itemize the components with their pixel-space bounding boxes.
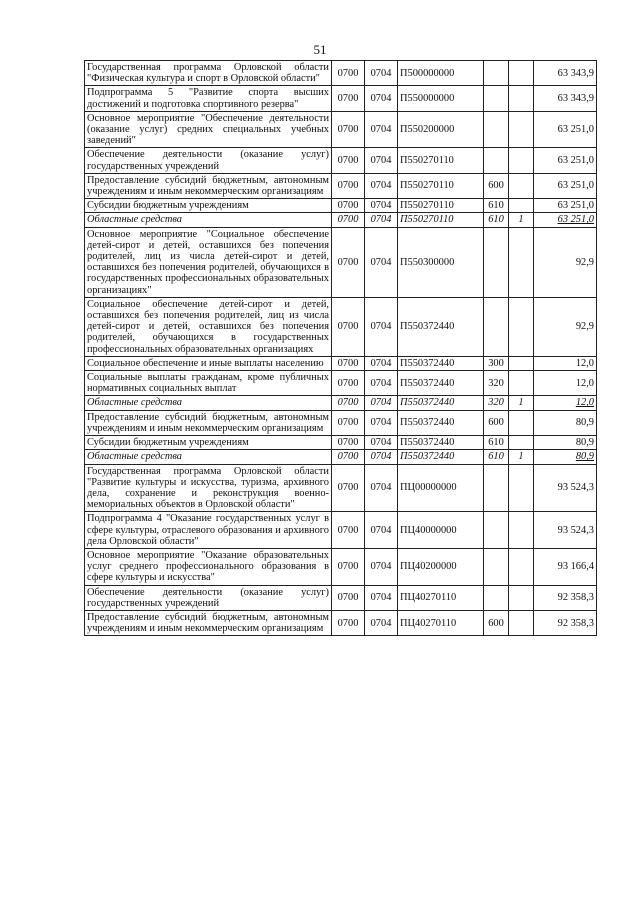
section-code: 0700	[332, 199, 365, 213]
target-article-code: П550372440	[398, 410, 484, 435]
table-row	[85, 148, 597, 173]
table-row	[85, 111, 597, 148]
expense-type-code	[484, 548, 509, 585]
expense-type-code: 610	[484, 450, 509, 464]
section-code: 0700	[332, 356, 365, 370]
subsection-code: 0704	[365, 148, 398, 173]
row-name: Социальное обеспечение и иные выплаты населению	[85, 356, 332, 370]
subsection-code: 0704	[365, 436, 398, 450]
subsection-code: 0704	[365, 450, 398, 464]
table-row	[85, 396, 597, 410]
section-code: 0700	[332, 410, 365, 435]
expense-type-code: 320	[484, 371, 509, 396]
subsection-code: 0704	[365, 512, 398, 549]
table-row	[85, 213, 597, 227]
table-row	[85, 371, 597, 396]
target-article-code: П500000000	[398, 61, 484, 86]
section-code: 0700	[332, 436, 365, 450]
expense-type-code	[484, 297, 509, 356]
section-code: 0700	[332, 396, 365, 410]
funding-source-code	[509, 464, 534, 512]
amount: 63 343,9	[534, 86, 597, 111]
row-name: Субсидии бюджетным учреждениям	[85, 199, 332, 213]
row-name: Социальные выплаты гражданам, кроме публичных нормативных социальных выплат	[85, 371, 332, 396]
target-article-code: П550372440	[398, 436, 484, 450]
funding-source-code: 1	[509, 450, 534, 464]
expense-type-code	[484, 86, 509, 111]
row-name: Подпрограмма 5 "Развитие спорта высших достижений и подготовка спортивного резерва"	[85, 86, 332, 111]
amount: 63 343,9	[534, 61, 597, 86]
funding-source-code	[509, 111, 534, 148]
subsection-code: 0704	[365, 227, 398, 297]
amount: 12,0	[534, 396, 597, 410]
subsection-code: 0704	[365, 111, 398, 148]
table-row	[85, 173, 597, 198]
subsection-code: 0704	[365, 396, 398, 410]
table-row	[85, 356, 597, 370]
expense-type-code: 300	[484, 356, 509, 370]
expense-type-code: 610	[484, 199, 509, 213]
target-article-code: ПЦ00000000	[398, 464, 484, 512]
target-article-code: П550200000	[398, 111, 484, 148]
row-name: Обеспечение деятельности (оказание услуг) государственных учреждений	[85, 148, 332, 173]
subsection-code: 0704	[365, 371, 398, 396]
funding-source-code: 1	[509, 213, 534, 227]
table-row	[85, 297, 597, 356]
table-row	[85, 61, 597, 86]
expense-type-code: 610	[484, 436, 509, 450]
budget-table	[84, 60, 597, 636]
funding-source-code	[509, 410, 534, 435]
table-row	[85, 450, 597, 464]
row-name: Субсидии бюджетным учреждениям	[85, 436, 332, 450]
row-name: Предоставление субсидий бюджетным, автономным учреждениям и иным некоммерческим организациям	[85, 173, 332, 198]
amount: 92,9	[534, 227, 597, 297]
amount: 92 358,3	[534, 610, 597, 635]
section-code: 0700	[332, 148, 365, 173]
subsection-code: 0704	[365, 548, 398, 585]
target-article-code: П550270110	[398, 173, 484, 198]
row-name: Основное мероприятие "Социальное обеспечение детей-сирот и детей, оставшихся без попечения родителей, лиц из числа детей-сирот и детей, оставшихся без попечения родителей, обучающихся в государственных профессиональных образовательных организациях"	[85, 227, 332, 297]
amount: 12,0	[534, 371, 597, 396]
expense-type-code	[484, 585, 509, 610]
amount: 63 251,0	[534, 199, 597, 213]
subsection-code: 0704	[365, 199, 398, 213]
amount: 12,0	[534, 356, 597, 370]
amount: 92 358,3	[534, 585, 597, 610]
subsection-code: 0704	[365, 86, 398, 111]
subsection-code: 0704	[365, 173, 398, 198]
section-code: 0700	[332, 585, 365, 610]
subsection-code: 0704	[365, 213, 398, 227]
table-row	[85, 610, 597, 635]
subsection-code: 0704	[365, 464, 398, 512]
amount: 93 524,3	[534, 512, 597, 549]
target-article-code: ПЦ40270110	[398, 610, 484, 635]
row-name: Социальное обеспечение детей-сирот и детей, оставшихся без попечения родителей, лиц из числа детей-сирот и детей, оставшихся без попечения родителей, обучающихся в государственных профессиональных образовательных организациях	[85, 297, 332, 356]
table-row	[85, 227, 597, 297]
funding-source-code	[509, 436, 534, 450]
section-code: 0700	[332, 61, 365, 86]
target-article-code: П550372440	[398, 450, 484, 464]
table-row	[85, 585, 597, 610]
funding-source-code: 1	[509, 396, 534, 410]
expense-type-code	[484, 61, 509, 86]
table-row	[85, 512, 597, 549]
target-article-code: П550372440	[398, 396, 484, 410]
amount: 80,9	[534, 410, 597, 435]
amount: 92,9	[534, 297, 597, 356]
row-name: Государственная программа Орловской области "Физическая культура и спорт в Орловской области"	[85, 61, 332, 86]
subsection-code: 0704	[365, 61, 398, 86]
funding-source-code	[509, 371, 534, 396]
section-code: 0700	[332, 227, 365, 297]
amount: 93 166,4	[534, 548, 597, 585]
row-name: Областные средства	[85, 450, 332, 464]
funding-source-code	[509, 61, 534, 86]
expense-type-code	[484, 512, 509, 549]
subsection-code: 0704	[365, 297, 398, 356]
subsection-code: 0704	[365, 610, 398, 635]
amount: 63 251,0	[534, 111, 597, 148]
amount: 80,9	[534, 450, 597, 464]
funding-source-code	[509, 86, 534, 111]
expense-type-code: 600	[484, 173, 509, 198]
expense-type-code: 610	[484, 213, 509, 227]
funding-source-code	[509, 610, 534, 635]
section-code: 0700	[332, 111, 365, 148]
expense-type-code: 600	[484, 610, 509, 635]
target-article-code: П550372440	[398, 371, 484, 396]
expense-type-code	[484, 148, 509, 173]
subsection-code: 0704	[365, 585, 398, 610]
funding-source-code	[509, 199, 534, 213]
target-article-code: П550372440	[398, 356, 484, 370]
amount: 63 251,0	[534, 148, 597, 173]
row-name: Основное мероприятие "Обеспечение деятельности (оказание услуг) средних специальных учебных заведений"	[85, 111, 332, 148]
funding-source-code	[509, 173, 534, 198]
table-row	[85, 86, 597, 111]
table-row	[85, 199, 597, 213]
table-row	[85, 464, 597, 512]
target-article-code: ПЦ40000000	[398, 512, 484, 549]
target-article-code: ПЦ40270110	[398, 585, 484, 610]
funding-source-code	[509, 512, 534, 549]
amount: 80,9	[534, 436, 597, 450]
row-name: Обеспечение деятельности (оказание услуг) государственных учреждений	[85, 585, 332, 610]
amount: 63 251,0	[534, 213, 597, 227]
expense-type-code	[484, 111, 509, 148]
section-code: 0700	[332, 297, 365, 356]
funding-source-code	[509, 148, 534, 173]
table-row	[85, 436, 597, 450]
amount: 93 524,3	[534, 464, 597, 512]
section-code: 0700	[332, 213, 365, 227]
page-number: 51	[313, 42, 327, 57]
subsection-code: 0704	[365, 410, 398, 435]
target-article-code: П550300000	[398, 227, 484, 297]
expense-type-code: 600	[484, 410, 509, 435]
section-code: 0700	[332, 512, 365, 549]
subsection-code: 0704	[365, 356, 398, 370]
amount: 63 251,0	[534, 173, 597, 198]
section-code: 0700	[332, 173, 365, 198]
row-name: Подпрограмма 4 "Оказание государственных услуг в сфере культуры, отраслевого образования и архивного дела Орловской области"	[85, 512, 332, 549]
row-name: Областные средства	[85, 396, 332, 410]
section-code: 0700	[332, 548, 365, 585]
target-article-code: П550000000	[398, 86, 484, 111]
expense-type-code	[484, 464, 509, 512]
row-name: Предоставление субсидий бюджетным, автономным учреждениям и иным некоммерческим организациям	[85, 610, 332, 635]
expense-type-code	[484, 227, 509, 297]
section-code: 0700	[332, 86, 365, 111]
section-code: 0700	[332, 371, 365, 396]
section-code: 0700	[332, 610, 365, 635]
funding-source-code	[509, 548, 534, 585]
funding-source-code	[509, 356, 534, 370]
row-name: Областные средства	[85, 213, 332, 227]
funding-source-code	[509, 297, 534, 356]
table-row	[85, 548, 597, 585]
target-article-code: П550270110	[398, 213, 484, 227]
funding-source-code	[509, 585, 534, 610]
section-code: 0700	[332, 464, 365, 512]
expense-type-code: 320	[484, 396, 509, 410]
target-article-code: ПЦ40200000	[398, 548, 484, 585]
target-article-code: П550270110	[398, 148, 484, 173]
target-article-code: П550372440	[398, 297, 484, 356]
row-name: Основное мероприятие "Оказание образовательных услуг среднего профессионального образования в сфере культуры и искусства"	[85, 548, 332, 585]
funding-source-code	[509, 227, 534, 297]
row-name: Предоставление субсидий бюджетным, автономным учреждениям и иным некоммерческим организациям	[85, 410, 332, 435]
row-name: Государственная программа Орловской области "Развитие культуры и искусства, туризма, архивного дела, сохранение и реконструкция военно-мемориальных объектов в Орловской области"	[85, 464, 332, 512]
table-row	[85, 410, 597, 435]
section-code: 0700	[332, 450, 365, 464]
target-article-code: П550270110	[398, 199, 484, 213]
